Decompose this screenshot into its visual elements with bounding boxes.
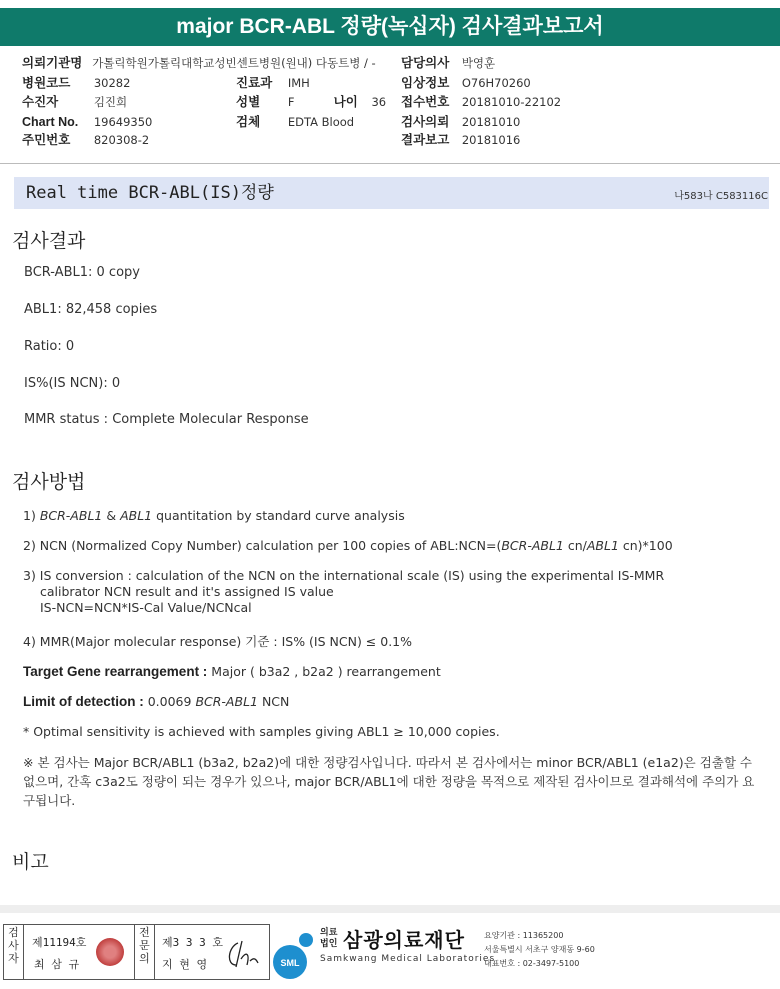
m1-gene1: BCR-ABL1 bbox=[39, 508, 103, 523]
target-gene-line bbox=[23, 664, 441, 680]
tester-label bbox=[4, 925, 24, 979]
resident-no-value: 820308-2 bbox=[93, 133, 150, 147]
patient-label: 수진자 bbox=[22, 95, 59, 109]
footer bbox=[0, 918, 780, 989]
m2-mid: cn/ bbox=[563, 538, 587, 553]
test-request-row bbox=[401, 113, 520, 131]
m2-gene1: BCR-ABL1 bbox=[501, 538, 564, 553]
physician-row bbox=[401, 54, 495, 72]
org-name: 삼광의료재단 bbox=[343, 928, 465, 952]
tester-label-text: 검사자 bbox=[8, 926, 19, 965]
request-info-label: 임상정보 bbox=[401, 76, 450, 90]
m3-line3: IS-NCN=NCN*IS-Cal Value/NCNcal bbox=[40, 600, 252, 615]
sml-badge-text: SML bbox=[280, 958, 300, 968]
lod-label: Limit of detection : bbox=[23, 694, 144, 709]
org-type: 의료법인 bbox=[320, 928, 338, 949]
tester-seal-icon bbox=[96, 938, 124, 966]
header-divider bbox=[0, 163, 780, 164]
accession-row bbox=[401, 93, 561, 111]
specimen-label: 검체 bbox=[236, 115, 261, 129]
report-title: major BCR-ABL 정량(녹십자) 검사결과보고서 bbox=[0, 8, 780, 46]
org-phone: 대표번호 : 02-3497-5100 bbox=[484, 959, 580, 968]
institution-value: 가톨릭학원가톨릭대학교성빈센트병원(원내) 다동트병 / - bbox=[92, 56, 376, 70]
target-value: Major ( b3a2 , b2a2 ) rearrangement bbox=[207, 664, 441, 679]
m3-line1: 3) IS conversion : calculation of the NCN on the international scale (IS) using the experimental IS-MMR bbox=[23, 568, 665, 583]
target-label: Target Gene rearrangement : bbox=[23, 664, 208, 679]
specialist-name: 지 현 영 bbox=[162, 958, 208, 971]
results-heading: 검사결과 bbox=[12, 230, 86, 252]
chart-no-value: 19649350 bbox=[93, 115, 153, 129]
patient-value: 김진희 bbox=[93, 95, 128, 109]
hospital-code-row bbox=[22, 74, 130, 92]
specimen-value: EDTA Blood bbox=[287, 115, 355, 129]
result-item: IS%(IS NCN): 0 bbox=[24, 376, 121, 391]
result-report-value: 20181016 bbox=[461, 133, 521, 147]
result-report-row bbox=[401, 131, 520, 149]
m2-post: cn)*100 bbox=[618, 538, 673, 553]
sex-label: 성별 bbox=[236, 95, 261, 109]
hospital-code-value: 30282 bbox=[93, 76, 131, 90]
result-item: Ratio: 0 bbox=[24, 339, 75, 354]
specialist-license: 제3 3 3 호 bbox=[162, 936, 223, 949]
patient-info-block bbox=[0, 52, 780, 156]
method-item-1 bbox=[23, 508, 405, 524]
sensitivity-note: * Optimal sensitivity is achieved with samples giving ABL1 ≥ 10,000 copies. bbox=[23, 724, 500, 739]
remarks-heading: 비고 bbox=[12, 851, 49, 873]
result-item: ABL1: 82,458 copies bbox=[24, 302, 158, 317]
physician-label: 담당의사 bbox=[401, 56, 450, 70]
specialist-label-text: 전문의 bbox=[139, 926, 150, 965]
footer-band bbox=[0, 905, 780, 913]
physician-value: 박영훈 bbox=[461, 56, 496, 70]
lod-unit: NCN bbox=[257, 694, 290, 709]
m1-rest: quantitation by standard curve analysis bbox=[152, 508, 405, 523]
method-heading: 검사방법 bbox=[12, 471, 86, 493]
section-title: Real time BCR-ABL(IS)정량 bbox=[26, 183, 274, 203]
accession-label: 접수번호 bbox=[401, 95, 450, 109]
test-request-value: 20181010 bbox=[461, 115, 521, 129]
tester-license: 제11194호 bbox=[32, 936, 87, 949]
m2-pre: 2) NCN (Normalized Copy Number) calculation per 100 copies of ABL:NCN=( bbox=[23, 538, 502, 553]
specimen-row bbox=[236, 113, 354, 131]
method-note: ※ 본 검사는 Major BCR/ABL1 (b3a2, b2a2)에 대한 정량검사입니다. 따라서 본 검사에서는 minor BCR/ABL1 (e1a2)은 검출할 수 없으며, 간혹 c3a2도 정량이 되는 경우가 있으나, major BCR/ABL1에 대한 정량을 목적으로 제작된 검사이므로 결과해석에 주의가 요구됩니다. bbox=[23, 755, 755, 808]
m1-prefix: 1) bbox=[23, 508, 40, 523]
age-label: 나이 bbox=[333, 95, 358, 109]
signature-box bbox=[3, 924, 270, 980]
chart-no-label: Chart No. bbox=[22, 115, 79, 129]
institution-label: 의뢰기관명 bbox=[22, 56, 83, 70]
institution-row bbox=[22, 54, 376, 72]
m1-amp: & bbox=[102, 508, 121, 523]
result-item: BCR-ABL1: 0 copy bbox=[24, 265, 140, 280]
resident-no-label: 주민번호 bbox=[22, 133, 71, 147]
m1-gene2: ABL1 bbox=[120, 508, 153, 523]
lod-value: 0.0069 bbox=[143, 694, 196, 709]
age-value: 36 bbox=[371, 95, 387, 109]
section-code: 나583나 C583116C bbox=[674, 191, 768, 202]
sml-logo-icon bbox=[270, 926, 316, 982]
m2-gene2: ABL1 bbox=[586, 538, 619, 553]
patient-row bbox=[22, 93, 127, 111]
method-item-2 bbox=[23, 538, 673, 554]
request-info-row bbox=[401, 74, 531, 92]
result-report-label: 결과보고 bbox=[401, 133, 450, 147]
specialist-label bbox=[134, 925, 155, 979]
department-row bbox=[236, 74, 310, 92]
m3-line2: calibrator NCN result and it's assigned IS value bbox=[40, 584, 334, 599]
result-item: MMR status : Complete Molecular Response bbox=[24, 412, 309, 427]
tester-name: 최 삼 규 bbox=[34, 958, 80, 971]
org-address: 서울특별시 서초구 양재동 9-60 bbox=[484, 945, 595, 954]
method-item-3 bbox=[23, 568, 664, 616]
department-value: IMH bbox=[287, 76, 310, 90]
org-name-en: Samkwang Medical Laboratories bbox=[320, 954, 496, 964]
hospital-code-label: 병원코드 bbox=[22, 76, 71, 90]
lod-line bbox=[23, 694, 289, 710]
chart-no-row bbox=[22, 113, 152, 131]
department-label: 진료과 bbox=[236, 76, 273, 90]
org-code: 요양기관 : 11365200 bbox=[484, 931, 564, 940]
method-item-4: 4) MMR(Major molecular response) 기준 : IS% (IS NCN) ≤ 0.1% bbox=[23, 634, 412, 649]
lod-gene: BCR-ABL1 bbox=[195, 694, 258, 709]
request-info-value: O76H70260 bbox=[461, 76, 531, 90]
signature-icon bbox=[224, 937, 260, 971]
sex-age-row bbox=[236, 93, 386, 111]
sex-value: F bbox=[287, 95, 295, 109]
accession-value: 20181010-22102 bbox=[461, 95, 562, 109]
resident-no-row bbox=[22, 131, 149, 149]
test-request-label: 검사의뢰 bbox=[401, 115, 450, 129]
